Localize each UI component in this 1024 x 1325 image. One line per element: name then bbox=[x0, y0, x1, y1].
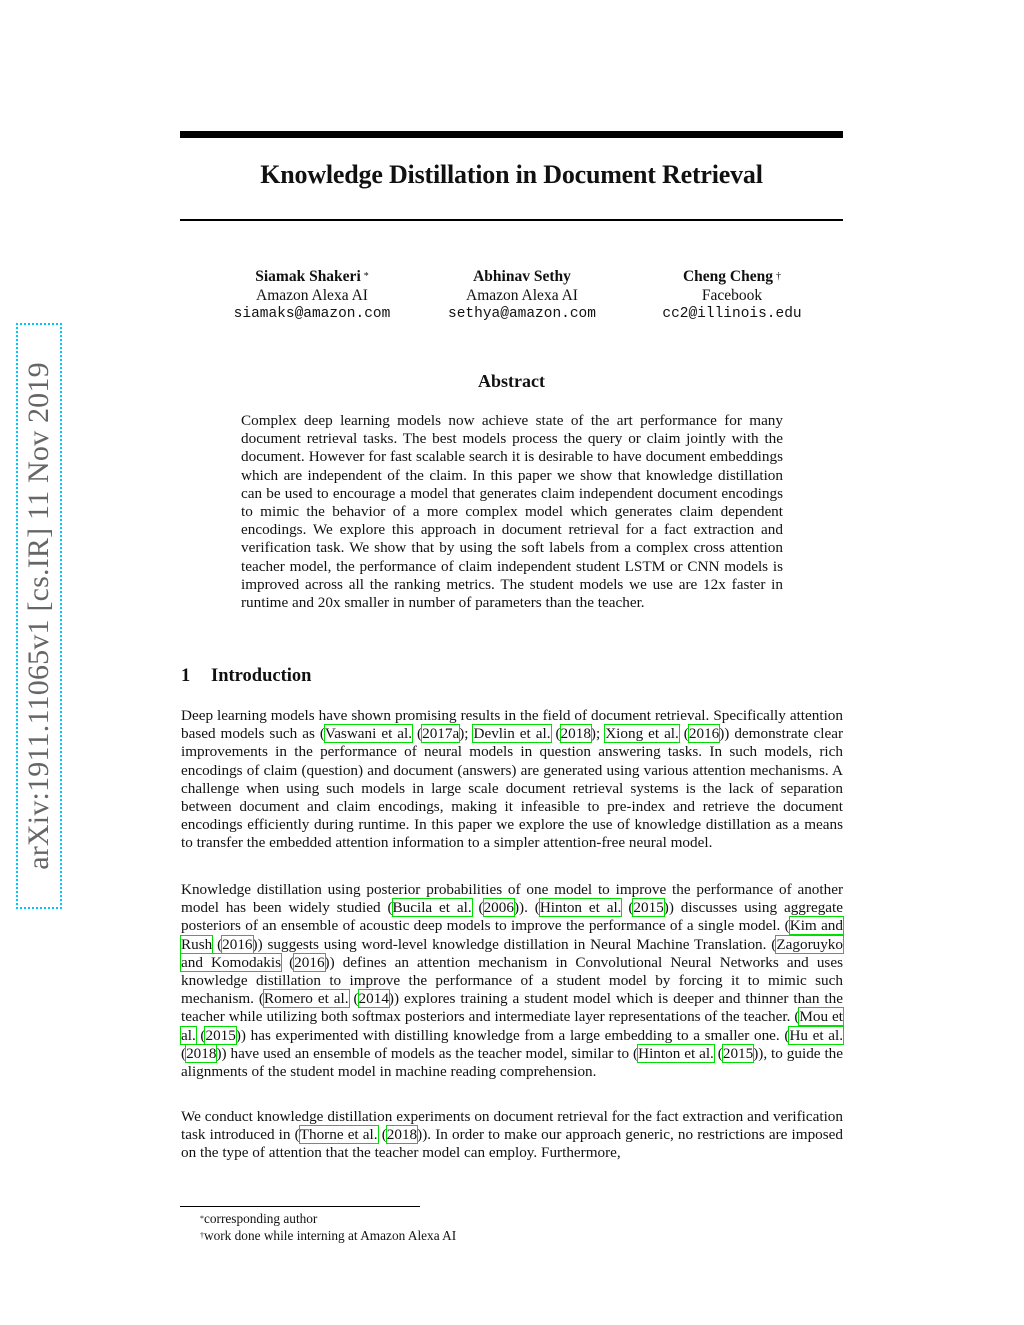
paragraph-text: ); bbox=[459, 725, 474, 743]
citation-year-link[interactable]: 2018 bbox=[560, 725, 591, 743]
citation-year-link[interactable]: 2014 bbox=[358, 990, 389, 1008]
paragraph-text: ( bbox=[550, 725, 561, 743]
citation-author-link[interactable]: Vaswani et al. bbox=[324, 725, 413, 743]
paragraph-text: ( bbox=[212, 935, 223, 953]
author-block bbox=[197, 267, 427, 324]
section-heading bbox=[181, 666, 311, 687]
title-rule-top bbox=[180, 131, 843, 138]
abstract-text: Complex deep learning models now achieve state of the art performance for many document retrieval tasks. The best models process the query or claim jointly with the document. However for fast scalable search it is desirable to have document embeddings which are independent of the claim. In this paper we show that knowledge distillation can be used to encourage a model that generates claim independent document encodings to mimic the behavior of a more complex model which generates claim dependent encodings. We explore this approach in document retrieval for a fact extraction and verification task. We show that by using the soft labels from a complex cross attention teacher model, the performance of claim independent student LSTM or CNN models is improved across all the ranking metrics. The student models we use are 12x faster in runtime and 20x smaller in number of parameters than the teacher. bbox=[241, 412, 783, 612]
paragraph-text: )) discusses using aggregate posteriors of an ensemble of acoustic deep models to improve the performance of a single model. ( bbox=[181, 899, 843, 935]
footnote-text: work done while interning at Amazon Alexa AI bbox=[204, 1228, 457, 1243]
title-rule-bottom bbox=[180, 219, 843, 221]
footnote bbox=[200, 1227, 456, 1244]
author-name: Siamak Shakeri * bbox=[255, 268, 369, 285]
citation-year-link[interactable]: 2018 bbox=[186, 1044, 217, 1062]
paragraph-text: )) suggests using word-level knowledge distillation in Neural Machine Translation. ( bbox=[252, 935, 777, 953]
paragraph-text: ( bbox=[412, 725, 423, 743]
paragraph-text: ( bbox=[195, 1026, 206, 1044]
paragraph-text: )) demonstrate clear improvements in the performance of neural models in question answering tasks. In such models, rich encodings of claim (question) and document (answers) are generated using various attention mechanisms. A challenge when using such models in large scale document retrieval systems is the lack of separation between document and claim encodings, making it infeasible to pre-index and retrieve the document encodings efficiently during runtime. In this paper we explore the use of knowledge distillation as a means to transfer the embedded attention information to a simpler attention-free neural model. bbox=[181, 725, 844, 852]
author-name: Abhinav Sethy bbox=[473, 268, 571, 285]
paragraph-text: ( bbox=[713, 1044, 723, 1062]
citation-year-link[interactable]: 2016 bbox=[688, 725, 720, 743]
intro-paragraph-3 bbox=[181, 1108, 843, 1163]
author-email[interactable]: cc2@illinois.edu bbox=[662, 306, 802, 322]
paragraph-text: ( bbox=[181, 1044, 187, 1062]
paragraph-text: )) has experimented with distilling knowledge from a large embedding to a smaller one. ( bbox=[235, 1026, 790, 1044]
author-affiliation: Amazon Alexa AI bbox=[466, 287, 578, 304]
citation-author-link[interactable]: Xiong et al. bbox=[605, 725, 679, 743]
author-block bbox=[407, 267, 637, 324]
paragraph-text: )), to guide the alignments of the student model in machine reading comprehension. bbox=[181, 1044, 844, 1081]
citation-author-link[interactable]: Devlin et al. bbox=[473, 725, 551, 743]
intro-paragraph-1 bbox=[181, 707, 843, 853]
author-affiliation: Facebook bbox=[701, 287, 763, 304]
paragraph-text: )). In order to make our approach generic, no restrictions are imposed on the type of attention that the teacher model can employ. Furthermore, bbox=[181, 1126, 844, 1162]
paragraph-text: )). ( bbox=[513, 899, 540, 917]
paragraph-text: )) have used an ensemble of models as the teacher model, similar to ( bbox=[216, 1044, 639, 1062]
footnote-rule bbox=[180, 1206, 420, 1207]
footnote bbox=[200, 1210, 317, 1227]
footnote-mark: * bbox=[200, 1214, 204, 1223]
footnote-mark: † bbox=[200, 1231, 204, 1240]
citation-author-link[interactable]: Hinton et al. bbox=[638, 1044, 714, 1062]
paragraph-text: ( bbox=[377, 1126, 387, 1144]
citation-year-link[interactable]: 2006 bbox=[483, 899, 514, 917]
paragraph-text: ( bbox=[281, 953, 295, 971]
paragraph-text: )) defines an attention mechanism in Convolutional Neural Networks and uses knowledge distillation to improve the performance of a student model by forcing it to mimic such mechanism. ( bbox=[181, 953, 843, 1008]
intro-paragraph-2 bbox=[181, 881, 843, 1081]
paragraph-text: ); bbox=[590, 725, 606, 743]
author-footnote-mark: * bbox=[363, 271, 369, 282]
author-block bbox=[617, 267, 847, 324]
paragraph-text: ( bbox=[678, 725, 689, 743]
citation-year-link[interactable]: 2017a bbox=[422, 725, 460, 743]
arxiv-identifier[interactable]: arXiv:1911.11065v1 [cs.IR] 11 Nov 2019 bbox=[22, 362, 55, 870]
citation-author-link[interactable]: Bucila et al. bbox=[392, 899, 472, 917]
paper-title: Knowledge Distillation in Document Retrieval bbox=[260, 160, 763, 189]
citation-author-link[interactable]: Romero et al. bbox=[263, 990, 349, 1008]
citation-author-link[interactable]: Mou et al. bbox=[181, 1008, 843, 1044]
paragraph-text: ( bbox=[348, 990, 359, 1008]
citation-author-link[interactable]: Hu et al. bbox=[789, 1026, 844, 1044]
paragraph-text: )) explores training a student model which is deeper and thinner than the teacher while utilizing both softmax posteriors and intermediate layer representations of the teacher. ( bbox=[181, 990, 843, 1026]
paragraph-text: We conduct knowledge distillation experiments on document retrieval for the fact extraction and verification task introduced in ( bbox=[181, 1108, 843, 1144]
section-number: 1 bbox=[181, 666, 191, 686]
author-email[interactable]: siamaks@amazon.com bbox=[233, 306, 391, 322]
paragraph-text: Knowledge distillation using posterior probabilities of one model to improve the performance of another model has been widely studied ( bbox=[181, 881, 843, 917]
citation-author-link[interactable]: Kim and Rush bbox=[181, 917, 843, 953]
citation-author-link[interactable]: Hinton et al. bbox=[539, 899, 622, 917]
citation-year-link[interactable]: 2018 bbox=[386, 1126, 418, 1144]
citation-author-link[interactable]: Zagoruyko and Komodakis bbox=[181, 935, 843, 971]
author-footnote-mark: † bbox=[776, 271, 781, 282]
citation-year-link[interactable]: 2016 bbox=[222, 935, 253, 953]
citation-year-link[interactable]: 2015 bbox=[722, 1044, 754, 1062]
citation-year-link[interactable]: 2016 bbox=[294, 953, 325, 971]
citation-year-link[interactable]: 2015 bbox=[633, 899, 664, 917]
author-email[interactable]: sethya@amazon.com bbox=[448, 306, 596, 322]
paragraph-text: ( bbox=[621, 899, 634, 917]
section-title: Introduction bbox=[211, 666, 312, 686]
author-name: Cheng Cheng † bbox=[682, 268, 781, 285]
citation-year-link[interactable]: 2015 bbox=[205, 1026, 236, 1044]
abstract-heading: Abstract bbox=[478, 371, 545, 391]
author-affiliation: Amazon Alexa AI bbox=[256, 287, 368, 304]
paragraph-text: ( bbox=[471, 899, 484, 917]
citation-author-link[interactable]: Thorne et al. bbox=[299, 1126, 378, 1144]
footnote-text: corresponding author bbox=[204, 1211, 318, 1226]
paragraph-text: Deep learning models have shown promising results in the field of document retrieval. Specifically attention based models such as ( bbox=[181, 707, 843, 743]
